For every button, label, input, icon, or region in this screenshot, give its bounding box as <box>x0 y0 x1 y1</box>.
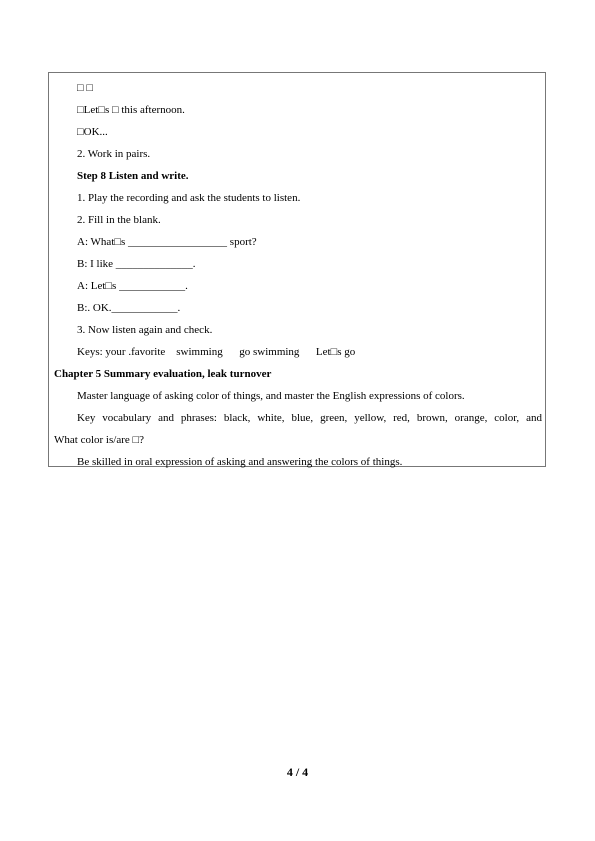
text-line-key-vocabulary: Key vocabulary and phrases: black, white, blue, green, yellow, red, brown, orange, color, and <box>77 412 542 424</box>
text-line-placeholder: □ □ <box>77 82 94 94</box>
text-line-listen-again: 3. Now listen again and check. <box>77 324 213 336</box>
text-line-work-pairs: 2. Work in pairs. <box>77 148 151 160</box>
text-line-master-language: Master language of asking color of things, and master the English expressions of colors. <box>77 390 465 402</box>
text-line-fill-blank: 2. Fill in the blank. <box>77 214 161 226</box>
dialogue-line-b2: B:. OK.____________. <box>77 302 181 314</box>
text-line-lets: □Let□s □ this afternoon. <box>77 104 185 116</box>
text-line-keys: Keys: your .favorite swimming go swimming Let□s go <box>77 346 356 358</box>
dialogue-line-a1: A: What□s __________________ sport? <box>77 236 257 248</box>
text-line-what-color: What color is/are □? <box>54 434 145 446</box>
dialogue-line-a2: A: Let□s ____________. <box>77 280 188 292</box>
step-heading: Step 8 Listen and write. <box>77 170 189 182</box>
chapter-heading: Chapter 5 Summary evaluation, leak turnover <box>54 368 272 380</box>
text-line-be-skilled: Be skilled in oral expression of asking and answering the colors of things. <box>77 456 403 468</box>
text-line-ok: □OK... <box>77 126 108 138</box>
dialogue-line-b1: B: I like ______________. <box>77 258 196 270</box>
text-line-play-recording: 1. Play the recording and ask the students to listen. <box>77 192 301 204</box>
page-number: 4 / 4 <box>286 765 309 779</box>
